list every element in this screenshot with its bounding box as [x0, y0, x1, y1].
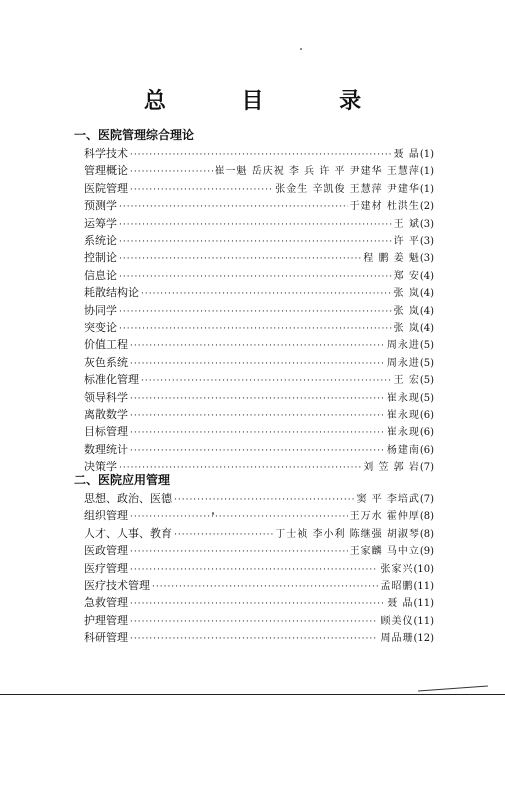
entry-title: 组织管理 [84, 509, 128, 523]
entry-title: 耗散结构论 [84, 286, 139, 300]
toc-entry[interactable] [84, 629, 434, 646]
toc-entry[interactable] [84, 249, 434, 266]
toc-entry[interactable] [84, 577, 434, 594]
toc-entry[interactable] [84, 423, 434, 440]
entry-page: (11) [413, 581, 434, 592]
entry-page: (5) [419, 340, 434, 352]
toc-entry[interactable] [84, 594, 434, 611]
entry-page: (3) [419, 218, 434, 230]
entry-page: (1) [419, 149, 434, 160]
dot-leader [130, 411, 385, 421]
entry-title: 思想、政治、医德 [84, 492, 172, 505]
entry-title: 离散数学 [84, 408, 128, 421]
toc-entry[interactable] [84, 507, 434, 524]
speck [212, 512, 214, 515]
dot-leader [119, 254, 361, 264]
entry-page: (1) [419, 183, 434, 195]
dot-leader [119, 272, 392, 282]
dot-leader [119, 220, 392, 230]
entry-authors: 郑 安 [393, 270, 420, 282]
entry-page: (1) [419, 166, 434, 178]
dot-leader [119, 307, 392, 317]
page-title: 总 目 录 [143, 89, 396, 114]
section-heading: 一、医院管理综合理论 [74, 128, 195, 142]
dot-leader [119, 237, 392, 247]
entry-authors: 崔永现 [386, 392, 420, 404]
entry-page: (11) [413, 598, 434, 610]
toc-entry[interactable] [84, 145, 434, 162]
toc-entry[interactable] [84, 302, 434, 319]
entry-title: 信息论 [84, 268, 117, 282]
entry-title: 决策学 [84, 460, 117, 474]
entry-title: 医院管理 [84, 181, 128, 195]
entry-page: (7) [419, 494, 434, 505]
toc-entry[interactable] [84, 612, 434, 629]
toc-entry[interactable] [84, 215, 434, 232]
entry-title: 护理管理 [84, 613, 128, 627]
toc-entry[interactable] [84, 162, 434, 179]
entry-page: (9) [419, 546, 434, 558]
entry-page: (8) [419, 528, 434, 540]
entry-page: (4) [419, 323, 434, 334]
entry-authors: 周品珊 [380, 633, 414, 645]
bottom-rule [0, 694, 505, 695]
entry-title: 领导科学 [84, 390, 128, 404]
entry-title: 协同学 [84, 303, 117, 317]
section-heading: 二、医院应用管理 [74, 473, 171, 487]
entry-authors: 张 岚 [393, 288, 420, 300]
toc-entry[interactable] [84, 180, 434, 197]
entry-page: (3) [419, 253, 434, 265]
dot-leader [130, 599, 385, 609]
entry-authors: 聂 晶 [387, 598, 414, 610]
toc-entry[interactable] [84, 406, 434, 423]
dot-leader [119, 324, 392, 334]
entry-authors: 孟昭鹏 [380, 581, 414, 592]
toc-entry[interactable] [84, 525, 434, 542]
entry-title: 科研管理 [84, 631, 128, 645]
dot-leader [130, 185, 273, 195]
entry-authors: 许 平 [393, 236, 420, 247]
toc-entry[interactable] [84, 267, 434, 284]
entry-page: (4) [419, 305, 434, 317]
entry-title: 预测学 [84, 199, 117, 213]
toc-entry[interactable] [84, 336, 434, 353]
dot-leader [130, 512, 348, 522]
entry-authors: 周永进 [386, 340, 420, 352]
entry-authors: 于建材 杜洪生 [349, 201, 420, 213]
entry-page: (12) [413, 633, 434, 645]
dot-leader [130, 565, 378, 575]
toc-entry[interactable] [84, 441, 434, 458]
entry-title: 突变论 [84, 321, 117, 334]
entry-title: 科学技术 [84, 147, 128, 160]
entry-authors: 王 斌 [393, 218, 420, 230]
entry-title: 人才、人事、教育 [84, 526, 172, 540]
dot-leader [130, 167, 213, 177]
toc-entry[interactable] [84, 284, 434, 301]
dot-leader [130, 617, 378, 627]
bottom-rule-tail [418, 686, 488, 692]
entry-title: 医疗管理 [84, 561, 128, 575]
dot-leader [141, 289, 392, 299]
entry-page: (5) [419, 357, 434, 369]
entry-authors: 崔一魁 岳庆祝 李 兵 许 平 尹建华 王慧萍 [214, 166, 420, 178]
entry-page: (10) [413, 563, 434, 575]
dot-leader [130, 446, 385, 456]
entry-page: (7) [419, 462, 434, 474]
entry-title: 医政管理 [84, 544, 128, 558]
toc-entry[interactable] [84, 232, 434, 249]
entry-authors: 杨建南 [386, 444, 420, 456]
entry-authors: 王万水 霍仲厚 [349, 511, 420, 523]
entry-authors: 丁士祯 李小利 陈继强 胡淑琴 [275, 528, 420, 540]
entry-authors: 崔永现 [386, 410, 420, 421]
dot-leader [130, 150, 392, 160]
entry-title: 数理统计 [84, 442, 128, 456]
entry-authors: 王家麟 马中立 [349, 546, 420, 558]
dot-leader [130, 359, 385, 369]
dot-leader [119, 202, 348, 212]
entry-authors: 聂 晶 [393, 149, 420, 160]
entry-page: (3) [419, 236, 434, 247]
entry-page: (4) [419, 270, 434, 282]
entry-title: 运筹学 [84, 216, 117, 230]
toc-entry[interactable] [84, 542, 434, 559]
entry-page: (6) [419, 410, 434, 421]
entry-title: 系统论 [84, 234, 117, 247]
toc-entry[interactable] [84, 560, 434, 577]
toc-entry[interactable] [84, 490, 434, 507]
dot-leader [130, 428, 385, 438]
entry-title: 管理概论 [84, 164, 128, 178]
entry-authors: 周永进 [386, 357, 420, 369]
dot-leader [130, 341, 385, 351]
entry-authors: 窦 平 李培武 [356, 494, 420, 505]
dot-leader [130, 547, 348, 557]
dot-leader [130, 394, 385, 404]
toc-entry[interactable] [84, 197, 434, 214]
entry-page: (11) [413, 615, 434, 627]
entry-title: 医疗技术管理 [84, 579, 150, 592]
entry-page: (5) [419, 375, 434, 387]
entry-authors: 崔永现 [386, 427, 420, 439]
entry-page: (6) [419, 444, 434, 456]
dot-leader [174, 495, 354, 505]
dot-leader [130, 634, 378, 644]
entry-authors: 刘 笠 郭 岩 [363, 462, 420, 474]
entry-authors: 张 岚 [393, 305, 420, 317]
entry-page: (5) [419, 392, 434, 404]
entry-authors: 张家兴 [380, 563, 414, 575]
entry-title: 目标管理 [84, 425, 128, 439]
toc-entry[interactable] [84, 389, 434, 406]
entry-page: (6) [419, 427, 434, 439]
entry-title: 控制论 [84, 251, 117, 265]
toc-entry[interactable] [84, 319, 434, 336]
entry-authors: 张 岚 [393, 323, 420, 334]
dot-leader [152, 582, 378, 592]
entry-authors: 顾美仪 [380, 615, 414, 627]
entry-title: 价值工程 [84, 338, 128, 352]
entry-authors: 程 鹏 姜 魁 [363, 253, 420, 265]
dot-leader [174, 530, 273, 540]
toc-entry[interactable] [84, 371, 434, 388]
entry-page: (4) [419, 288, 434, 300]
entry-title: 灰色系统 [84, 355, 128, 369]
toc-entry[interactable] [84, 354, 434, 371]
entry-title: 急救管理 [84, 596, 128, 610]
entry-title: 标准化管理 [84, 373, 139, 387]
entry-page: (2) [419, 201, 434, 213]
entry-authors: 王 宏 [393, 375, 420, 387]
dot-leader [141, 376, 392, 386]
speck [300, 48, 302, 50]
entry-page: (8) [419, 511, 434, 523]
entry-authors: 张金生 辛凯俊 王慧萍 尹建华 [275, 183, 420, 195]
